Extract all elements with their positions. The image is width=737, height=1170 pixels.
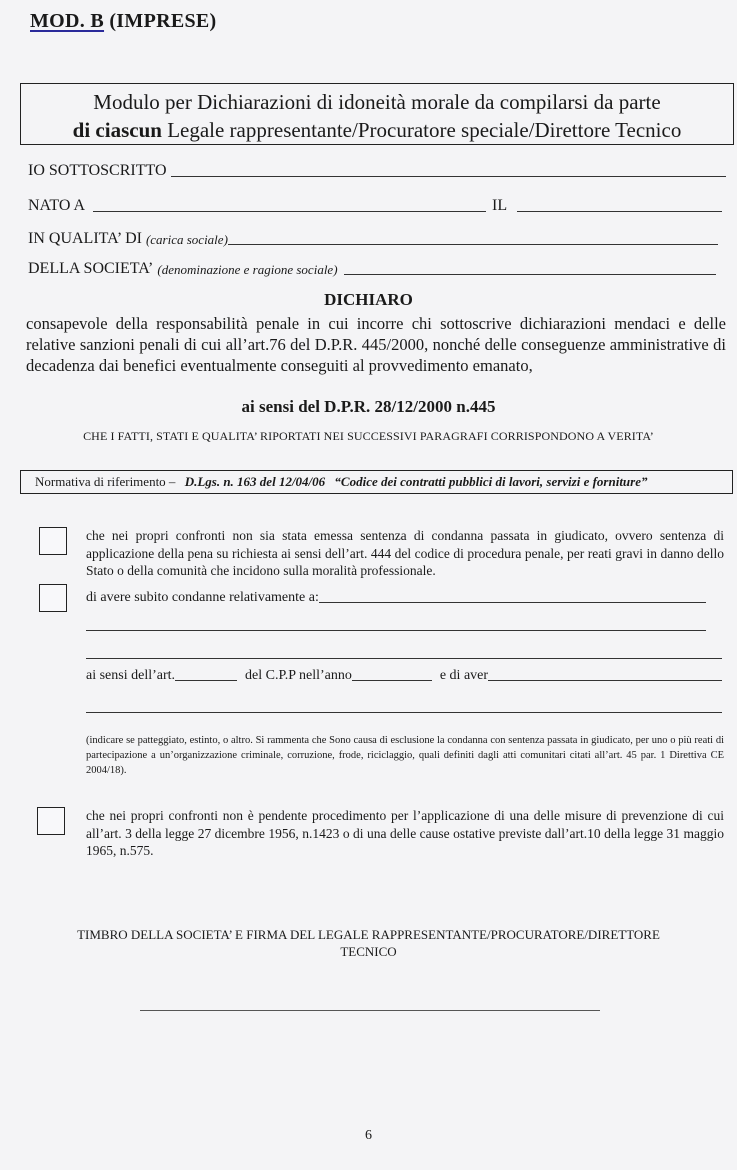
item2-note: (indicare se patteggiato, estinto, o altro. Si rammenta che Sono causa di esclusione la condanna con sentenza passata in giudicato, per uno o più reati di partecipazione a un’organizzazione criminale, corruzione, frode, riciclaggio, quali definiti dagli atti comunitari citati all’art. 45 par. 1 Direttiva CE 2004/18). bbox=[86, 735, 724, 776]
note-societa: (denominazione e ragione sociale) bbox=[157, 262, 338, 277]
form-category: (IMPRESE) bbox=[109, 10, 217, 32]
line-condanne-4[interactable] bbox=[86, 712, 722, 713]
line-anno[interactable] bbox=[352, 680, 432, 681]
label-aver: e di aver bbox=[439, 668, 489, 683]
label-qualita: IN QUALITA’ DI bbox=[28, 230, 142, 247]
checkbox-condanne[interactable] bbox=[39, 584, 67, 612]
title-bold: di ciascun bbox=[72, 118, 162, 142]
form-code: MOD. B bbox=[30, 10, 105, 32]
dichiaro-heading: DICHIARO bbox=[324, 290, 413, 309]
sensi-heading: ai sensi del D.P.R. 28/12/2000 n.445 bbox=[241, 397, 496, 416]
field-qualita[interactable] bbox=[28, 230, 718, 248]
page-number: 6 bbox=[365, 1128, 372, 1143]
dichiaro-text: consapevole della responsabilità penale in cui incorre chi sottoscrive dichiarazioni mendaci e delle relative sanzioni penali di cui all’art.76 del D.P.R. 445/2000, nonché delle conseguenze amministrative di decadenza dai benefici eventualmente conseguiti al provvedimento emanato, bbox=[26, 314, 726, 375]
title-line-1: Modulo per Dichiarazioni di idoneità morale da compilarsi da parte bbox=[93, 90, 661, 114]
line-nato-a[interactable] bbox=[93, 210, 486, 212]
normativa-label: Normativa di riferimento – bbox=[35, 474, 176, 489]
label-nato-a: NATO A bbox=[28, 197, 86, 214]
field-sottoscritto[interactable] bbox=[28, 162, 726, 180]
field-articolo[interactable] bbox=[86, 668, 722, 684]
checkbox-misure-prevenzione[interactable] bbox=[37, 807, 65, 835]
signature-caption bbox=[20, 926, 717, 960]
label-cpp: del C.P.P nell’anno bbox=[245, 668, 352, 683]
line-il[interactable] bbox=[517, 210, 722, 212]
field-societa[interactable] bbox=[28, 260, 716, 278]
item1-text: che nei propri confronti non sia stata emessa sentenza di condanna passata in giudicato, ovvero sentenza di applicazione della pena su richiesta ai sensi dell’art. 444 del codice di procedura penale, per reati gravi in danno dello Stato o della comunità che incidono sulla moralità professionale. bbox=[86, 528, 724, 578]
item3-text: che nei propri confronti non è pendente procedimento per l’applicazione di una delle misure di prevenzione di cui all’art. 3 della legge 27 dicembre 1956, n.1423 o di una delle cause ostative previste dall’art.10 della legge 31 maggio 1965, n.575. bbox=[86, 808, 724, 858]
line-aver[interactable] bbox=[488, 679, 722, 681]
line-societa[interactable] bbox=[344, 273, 716, 275]
title-line-2 bbox=[21, 116, 733, 144]
sensi-subtitle: CHE I FATTI, STATI E QUALITA’ RIPORTATI NEI SUCCESSIVI PARAGRAFI CORRISPONDONO A VERITA’ bbox=[83, 429, 654, 443]
title-rest: Legale rappresentante/Procuratore speciale/Direttore Tecnico bbox=[167, 118, 682, 142]
title-box bbox=[20, 83, 734, 145]
line-art[interactable] bbox=[175, 680, 237, 681]
line-sottoscritto[interactable] bbox=[171, 175, 726, 177]
signature-line-2: TECNICO bbox=[340, 944, 397, 959]
line-condanne-2[interactable] bbox=[86, 630, 706, 631]
field-condanne[interactable] bbox=[86, 590, 706, 606]
item2-text: di avere subito condanne relativamente a: bbox=[86, 590, 319, 605]
line-condanne-3[interactable] bbox=[86, 658, 722, 659]
checkbox-no-condanna[interactable] bbox=[39, 527, 67, 555]
label-sottoscritto: IO SOTTOSCRITTO bbox=[28, 162, 167, 179]
normativa-title: “Codice dei contratti pubblici di lavori, servizi e forniture” bbox=[334, 474, 648, 489]
signature-line-1: TIMBRO DELLA SOCIETA’ E FIRMA DEL LEGALE RAPPRESENTANTE/PROCURATORE/DIRETTORE bbox=[77, 927, 660, 942]
label-il: IL bbox=[492, 197, 508, 214]
signature-line[interactable] bbox=[140, 1010, 600, 1011]
line-condanne-1[interactable] bbox=[319, 601, 706, 603]
normativa-box bbox=[20, 470, 733, 494]
label-art: ai sensi dell’art. bbox=[86, 668, 176, 683]
note-qualita: (carica sociale) bbox=[145, 232, 228, 247]
form-header bbox=[30, 10, 217, 33]
label-societa: DELLA SOCIETA’ bbox=[28, 260, 154, 277]
field-nato-a[interactable] bbox=[28, 197, 486, 215]
field-il[interactable] bbox=[492, 197, 722, 215]
normativa-ref: D.Lgs. n. 163 del 12/04/06 bbox=[184, 474, 326, 489]
line-qualita[interactable] bbox=[228, 243, 718, 245]
